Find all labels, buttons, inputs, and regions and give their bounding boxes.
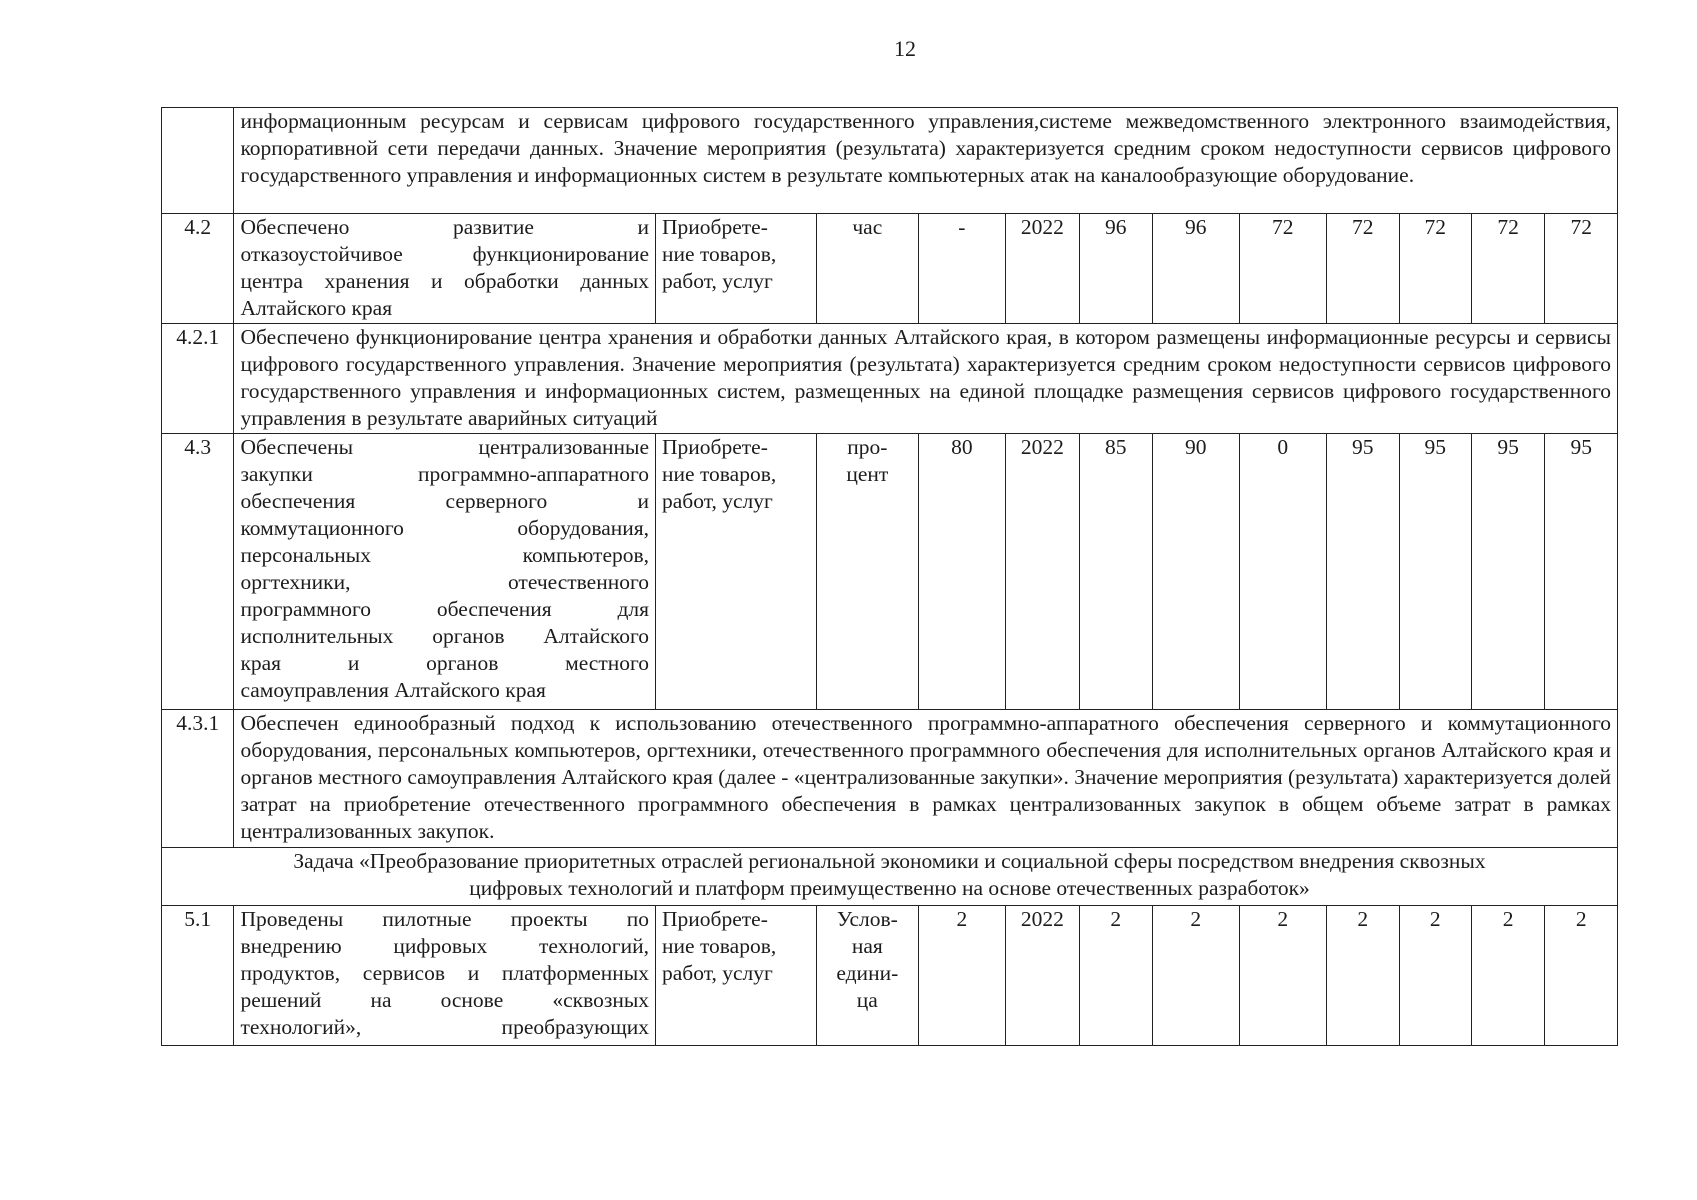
value-cell: 2 <box>1239 906 1327 1046</box>
unit-line: едини- <box>836 961 899 985</box>
value-cell: 2 <box>1399 906 1471 1046</box>
value-cell: 95 <box>1545 434 1618 710</box>
value-cell: 72 <box>1327 214 1399 324</box>
description-cell: информационным ресурсам и сервисам цифрового государственного управления,системе межведомственного электронного взаимодействия, корпоративной сети передачи данных. Значение мероприятия (результата) характеризуется средним сроком недоступности сервисов цифрового государственного управления и информационных систем в результате компьютерных атак на каналообразующие оборудование. <box>234 108 1618 214</box>
value-cell: 0 <box>1239 434 1327 710</box>
value-cell: 95 <box>1327 434 1399 710</box>
unit-cell <box>817 434 919 710</box>
base-year-cell: 2022 <box>1006 434 1079 710</box>
base-value-cell: - <box>918 214 1006 324</box>
value-cell: 2 <box>1471 906 1544 1046</box>
row-number-cell: 4.3.1 <box>162 710 234 848</box>
name-line: технологий», преобразующих <box>240 1015 650 1039</box>
table-row <box>162 906 1618 1046</box>
value-cell: 90 <box>1153 434 1240 710</box>
name-line: самоуправления Алтайского края <box>240 678 546 702</box>
name-line: Алтайского края <box>240 296 393 320</box>
row-number-cell: 4.3 <box>162 434 234 710</box>
type-line: работ, услуг <box>662 961 773 985</box>
type-line: ние товаров, <box>662 242 777 266</box>
name-line: исполнительных органов Алтайского <box>240 624 650 648</box>
value-cell: 96 <box>1153 214 1240 324</box>
table-row <box>162 848 1618 906</box>
type-line: ние товаров, <box>662 934 777 958</box>
result-name-cell <box>234 214 656 324</box>
base-value-cell: 2 <box>918 906 1006 1046</box>
value-cell: 96 <box>1079 214 1152 324</box>
value-cell: 2 <box>1545 906 1618 1046</box>
type-line: Приобрете- <box>662 215 768 239</box>
base-year-cell: 2022 <box>1006 214 1079 324</box>
row-number-cell: 4.2.1 <box>162 324 234 434</box>
row-number-cell: 5.1 <box>162 906 234 1046</box>
results-table <box>161 107 1618 1046</box>
type-line: Приобрете- <box>662 435 768 459</box>
name-line: края и органов местного <box>240 651 650 675</box>
value-cell: 95 <box>1471 434 1544 710</box>
name-line: Проведены пилотные проекты по <box>240 907 650 931</box>
result-name-cell <box>234 906 656 1046</box>
type-line: работ, услуг <box>662 269 773 293</box>
description-cell: Обеспечено функционирование центра хранения и обработки данных Алтайского края, в котором размещены информационные ресурсы и сервисы цифрового государственного управления. Значение мероприятия (результата) характеризуется средним сроком недоступности сервисов цифрового государственного управления и информационных систем, размещенных на единой площадке размещения сервисов цифрового государственного управления в результате аварийных ситуаций <box>234 324 1618 434</box>
value-cell: 2 <box>1153 906 1240 1046</box>
table-row <box>162 710 1618 848</box>
base-year-cell: 2022 <box>1006 906 1079 1046</box>
value-cell: 85 <box>1079 434 1152 710</box>
table-row <box>162 324 1618 434</box>
name-line: закупки программно-аппаратного <box>240 462 650 486</box>
value-cell: 2 <box>1327 906 1399 1046</box>
table-row <box>162 214 1618 324</box>
name-line: отказоустойчивое функционирование <box>240 242 650 266</box>
name-line: персональных компьютеров, <box>240 543 650 567</box>
unit-line: Услов- <box>836 907 898 931</box>
type-line: ние товаров, <box>662 462 777 486</box>
table-row <box>162 108 1618 214</box>
value-cell: 2 <box>1079 906 1152 1046</box>
task-heading-cell <box>162 848 1618 906</box>
row-number-cell: 4.2 <box>162 214 234 324</box>
type-cell <box>656 214 817 324</box>
name-line: внедрению цифровых технологий, <box>240 934 650 958</box>
unit-line: ная <box>851 934 883 958</box>
value-cell: 95 <box>1399 434 1471 710</box>
value-cell: 72 <box>1239 214 1327 324</box>
type-line: работ, услуг <box>662 489 773 513</box>
type-cell <box>656 434 817 710</box>
value-cell: 72 <box>1399 214 1471 324</box>
type-cell <box>656 906 817 1046</box>
type-line: Приобрете- <box>662 907 768 931</box>
unit-line: цент <box>846 462 889 486</box>
name-line: Обеспечено развитие и <box>240 215 650 239</box>
name-line: коммутационного оборудования, <box>240 516 650 540</box>
base-value-cell: 80 <box>918 434 1006 710</box>
unit-line: ца <box>856 988 878 1012</box>
name-line: продуктов, сервисов и платформенных <box>240 961 650 985</box>
row-number-cell <box>162 108 234 214</box>
task-line: цифровых технологий и платформ преимущественно на основе отечественных разработок» <box>469 876 1310 900</box>
table-row <box>162 434 1618 710</box>
unit-cell: час <box>817 214 919 324</box>
name-line: программного обеспечения для <box>240 597 650 621</box>
name-line: Обеспечены централизованные <box>240 435 650 459</box>
name-line: обеспечения серверного и <box>240 489 650 513</box>
value-cell: 72 <box>1471 214 1544 324</box>
page-number: 12 <box>894 36 916 61</box>
name-line: центра хранения и обработки данных <box>240 269 650 293</box>
result-name-cell <box>234 434 656 710</box>
task-line: Задача «Преобразование приоритетных отраслей региональной экономики и социальной сферы посредством внедрения сквозных <box>293 849 1486 873</box>
unit-line: про- <box>847 435 888 459</box>
unit-cell <box>817 906 919 1046</box>
name-line: решений на основе «сквозных <box>240 988 650 1012</box>
value-cell: 72 <box>1545 214 1618 324</box>
description-cell: Обеспечен единообразный подход к использованию отечественного программно-аппаратного обеспечения серверного и коммутационного оборудования, персональных компьютеров, оргтехники, отечественного программного обеспечения для исполнительных органов Алтайского края и органов местного самоуправления Алтайского края (далее - «централизованные закупки». Значение мероприятия (результата) характеризуется долей затрат на приобретение отечественного программного обеспечения в рамках централизованных закупок в общем объеме затрат в рамках централизованных закупок. <box>234 710 1618 848</box>
name-line: оргтехники, отечественного <box>240 570 650 594</box>
